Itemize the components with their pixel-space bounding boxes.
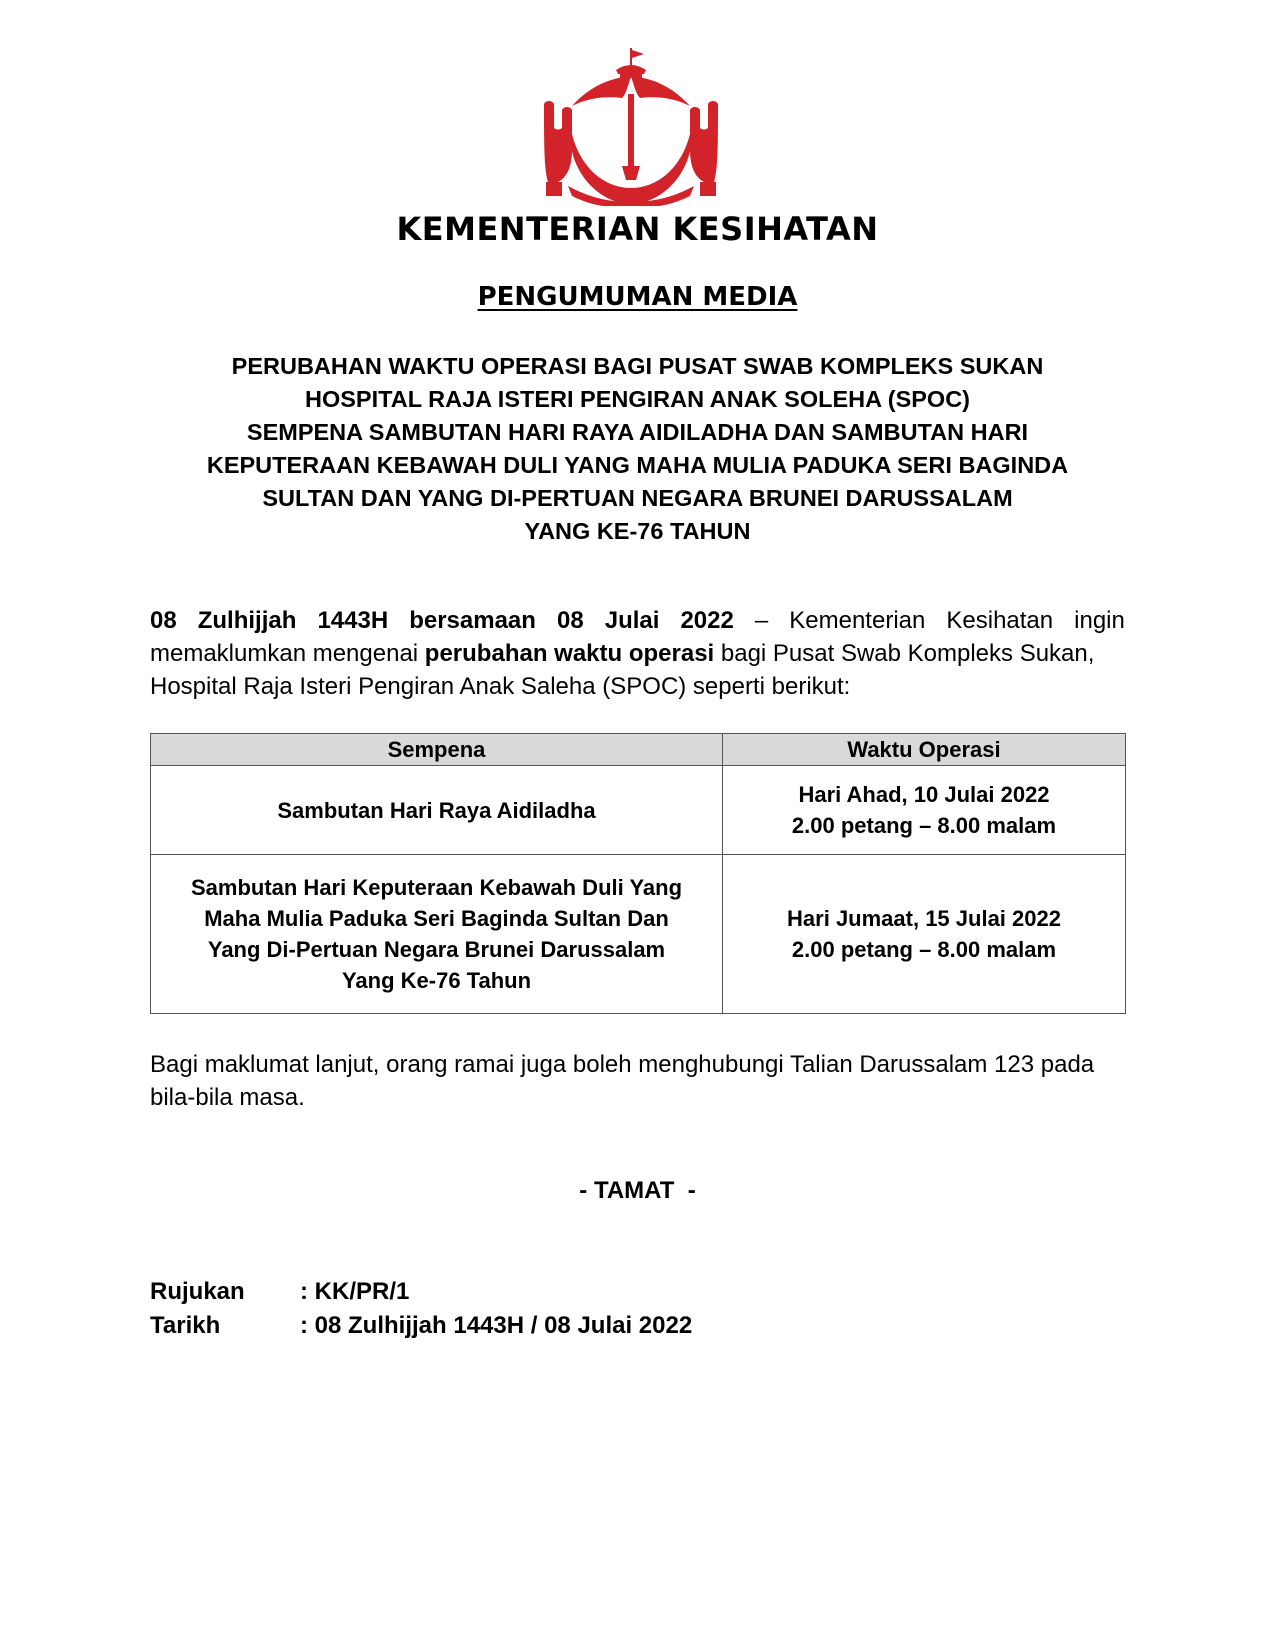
intro-text: memaklumkan mengenai [150, 640, 425, 667]
closing-paragraph [150, 1048, 1125, 1114]
intro-word: Kesihatan [946, 607, 1054, 634]
table-row [151, 855, 1126, 1014]
intro-line-3: Hospital Raja Isteri Pengiran Anak Saleha (SPOC) seperti berikut: [150, 673, 851, 700]
headline-line: KEPUTERAAN KEBAWAH DULI YANG MAHA MULIA PADUKA SERI BAGINDA [206, 452, 1069, 478]
intro-paragraph [150, 604, 1125, 703]
column-header-hours: Waktu Operasi [723, 734, 1126, 766]
reference-label: Rujukan [150, 1278, 245, 1305]
occasion-cell [151, 855, 723, 1014]
announcement-type [0, 282, 1275, 312]
intro-date-word: 2022 [680, 607, 734, 634]
hours-day: Hari Ahad, 10 Julai 2022 [798, 782, 1050, 807]
date-value: : 08 Zulhijjah 1443H / 08 Julai 2022 [300, 1312, 693, 1339]
occasion-line: Sambutan Hari Raya Aidiladha [277, 797, 596, 823]
date-row [150, 1309, 692, 1343]
headline-line: PERUBAHAN WAKTU OPERASI BAGI PUSAT SWAB KOMPLEKS SUKAN [231, 353, 1044, 379]
occasion-line: Yang Ke-76 Tahun [341, 968, 532, 993]
intro-date-word: bersamaan [409, 607, 536, 634]
headline-line: YANG KE-76 TAHUN [524, 518, 751, 544]
hours-range: 2.00 petang – 8.00 malam [791, 937, 1057, 962]
table-header-row [151, 734, 1126, 766]
headline [150, 350, 1125, 548]
intro-word: Kementerian [789, 607, 926, 634]
intro-date-word: 08 [556, 607, 584, 634]
intro-date-word: 08 [150, 607, 177, 634]
schedule-table [150, 733, 1126, 1014]
end-marker: - TAMAT - [579, 1177, 696, 1204]
headline-line: SULTAN DAN YANG DI-PERTUAN NEGARA BRUNEI DARUSSALAM [262, 485, 1013, 511]
column-header-occasion: Sempena [151, 734, 723, 766]
occasion-cell [151, 766, 723, 855]
hours-day: Hari Jumaat, 15 Julai 2022 [787, 906, 1061, 931]
date-label: Tarikh [150, 1312, 221, 1339]
announcement-type-text: PENGUMUMAN MEDIA [477, 282, 798, 312]
hours-cell [723, 855, 1126, 1014]
intro-word: – [754, 607, 769, 634]
table-row [151, 766, 1126, 855]
document-meta [150, 1275, 692, 1343]
intro-line-1 [150, 604, 1125, 637]
intro-emphasis: perubahan waktu operasi [424, 640, 715, 667]
intro-date-word: 1443H [317, 607, 389, 634]
intro-text: bagi Pusat Swab Kompleks Sukan, [714, 640, 1095, 667]
closing-line: Bagi maklumat lanjut, orang ramai juga boleh menghubungi Talian Darussalam 123 pada [150, 1051, 1095, 1078]
reference-row [150, 1275, 692, 1309]
hours-range: 2.00 petang – 8.00 malam [791, 813, 1057, 838]
occasion-line: Maha Mulia Paduka Seri Baginda Sultan Dan [204, 906, 669, 931]
reference-value: : KK/PR/1 [300, 1278, 410, 1305]
headline-line: SEMPENA SAMBUTAN HARI RAYA AIDILADHA DAN SAMBUTAN HARI [246, 419, 1029, 445]
intro-word: ingin [1074, 607, 1125, 634]
headline-line: HOSPITAL RAJA ISTERI PENGIRAN ANAK SOLEHA (SPOC) [304, 386, 970, 412]
hours-cell [723, 766, 1126, 855]
brunei-emblem-icon [540, 46, 722, 206]
intro-date-word: Julai [604, 607, 660, 634]
closing-line: bila-bila masa. [150, 1084, 305, 1111]
occasion-line: Sambutan Hari Keputeraan Kebawah Duli Yang [190, 875, 683, 900]
intro-line-2 [150, 637, 1125, 670]
ministry-title: KEMENTERIAN KESIHATAN [396, 210, 879, 248]
occasion-line: Yang Di-Pertuan Negara Brunei Darussalam [207, 937, 666, 962]
intro-date-word: Zulhijjah [197, 607, 297, 634]
